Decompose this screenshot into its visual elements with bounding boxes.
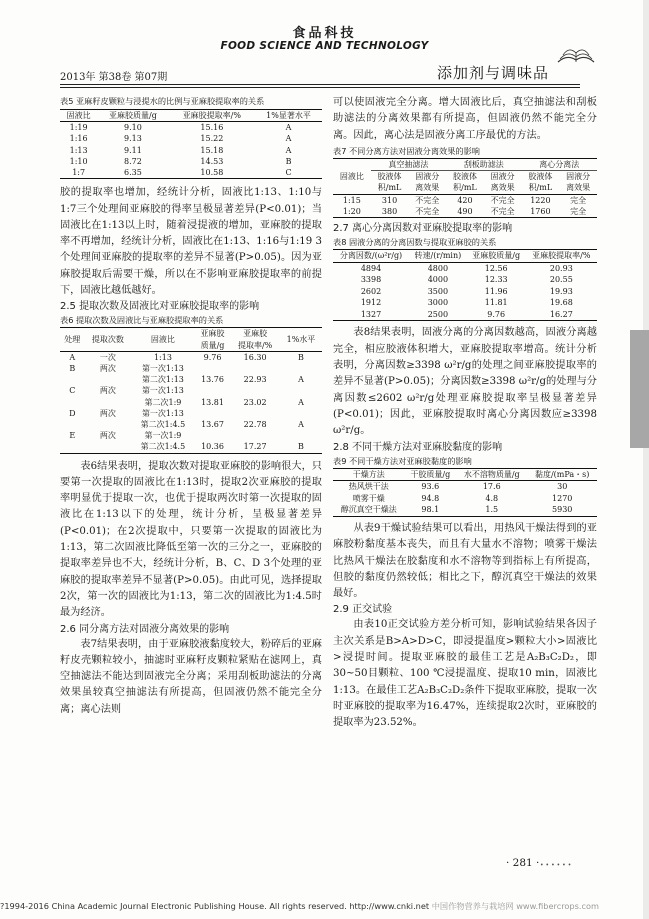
header-rule <box>60 84 580 85</box>
table-row: 1327 2500 9.76 16.27 <box>333 309 597 321</box>
table-row: E 两次 第一次1:9 <box>69 431 182 441</box>
footer-watermark: 中国作物营养与栽培网 www.fibercrops.com <box>431 901 599 911</box>
table-row: 第二次1:4.5 10.36 17.27 B <box>60 441 322 453</box>
table-row: 1:10 8.72 14.53 B <box>69 156 292 166</box>
table6-header: 质量/g <box>195 340 231 352</box>
table9-header: 黏度/(mPa・s) <box>527 468 597 481</box>
table7-subheader: 胶液体 <box>528 172 553 182</box>
table-row: 1:13 9.11 15.18 A <box>69 145 292 155</box>
table-row: 第二次1:13 13.76 22.93 A <box>141 375 304 385</box>
table5-header: 亚麻胶质量/g <box>97 110 168 122</box>
table-row: D 两次 第一次1:13 <box>69 408 184 418</box>
table6-header: 亚麻胶 <box>230 328 280 340</box>
table-row: 热风烘干法 93.6 17.6 30 <box>348 482 568 492</box>
table5 <box>60 109 322 179</box>
paragraph-fluid-ratio-result: 胶的提取率也增加，经统计分析，固液比1:13、1:10与1:7三个处理间亚麻胶的得率呈极显著差异(P<0.01)；当固液比在1:13以上时，随着浸提液的增加，亚麻胶的提取率不再增加，经统计分析，固液比在1:13、1:16与1:19 3个处理间亚麻胶的提取率的差异不显著(P>0.05)。因为亚麻胶提取后需要干燥，所以在不影响亚麻胶提取率的前提下，固液比越低越好。 <box>60 187 322 296</box>
footer-copyright: ?1994-2016 China Academic Journal Electronic Publishing House. All rights reserved. http://www.cnki.net <box>0 901 430 911</box>
paragraph-extraction-times: 表6结果表明，提取次数对提取亚麻胶的影响很大，只要第一次提取的固液比在1:13时，提取2次亚麻胶的提取率明显优于提取一次，也优于提取两次时第一次提取的固液比在1:13以下的处理，统计分析，呈极显著差异(P<0.01)；在2次提取中，只要第一次提取的固液比为1:13，第二次固液比降低至第一次的三分之一，亚麻胶的提取率差异也不大，经统计分析，B、C、D 3个处理的亚麻胶的提取率差异不显著(P>0.05)。由此可见，选择提取2次，第一次的固液比为1:13，第二次的固液比为1:4.5时最为经济。 <box>60 460 322 619</box>
table6-caption: 表6 提取次数及固液比与亚麻胶提取率的关系 <box>60 315 224 326</box>
right-column <box>333 95 597 731</box>
table-row: C 两次 第一次1:13 <box>69 386 184 396</box>
table6-header: 1%水平 <box>280 328 322 351</box>
table-row: 1:7 6.35 10.58 C <box>60 167 322 179</box>
table-row: 第二次1:9 13.81 23.02 A <box>144 397 304 407</box>
section-heading-2-5: 2.5 提取次数及固液比对亚麻胶提取率的影响 <box>60 301 260 313</box>
table7-subheader: 离效果 <box>408 182 446 194</box>
table7-subheader: 积/mL <box>446 182 484 194</box>
page-edge-strip <box>643 0 649 919</box>
journal-title-en: FOOD SCIENCE AND TECHNOLOGY <box>220 40 429 52</box>
page-number-dots: •••••• <box>540 862 574 869</box>
table8-caption: 表8 固液分离的分离因数与提取亚麻胶的关系 <box>333 236 497 247</box>
table8-header: 亚麻胶提取率/% <box>526 249 597 262</box>
table-row: B 两次 第一次1:13 <box>69 363 184 373</box>
table7-subheader: 离效果 <box>484 182 522 194</box>
table-row: 1:16 9.13 15.22 A <box>69 134 292 144</box>
table7-subheader: 固液分 <box>566 172 591 182</box>
table-row: 喷雾干燥 94.8 4.8 1270 <box>352 493 573 503</box>
table7-group-header: 离心分离法 <box>522 158 597 170</box>
table6-header: 处理 <box>60 328 85 351</box>
journal-title-cn: 食品科技 <box>292 26 357 41</box>
section-heading-2-9: 2.9 正交试验 <box>333 604 393 616</box>
table7-subheader: 离效果 <box>559 182 597 194</box>
table9-header: 干胶质量/g <box>405 468 457 481</box>
section-heading-2-8: 2.8 不同干燥方法对亚麻胶黏度的影响 <box>333 441 503 453</box>
table5-header: 固液比 <box>60 110 97 122</box>
section-heading-2-7: 2.7 离心分离因数对亚麻胶提取率的影响 <box>333 222 513 234</box>
issue-info: 2013年 第38卷 第07期 <box>60 72 168 83</box>
table7-caption: 表7 不同分离方法对固液分离效果的影响 <box>333 145 480 156</box>
table8-header: 转速/(r/min) <box>409 249 467 262</box>
table8-header: 分离因数/(ω²r/g) <box>333 249 409 262</box>
paragraph-separation-factor: 表8结果表明，固液分离的分离因数越高，固液分离越完全，相应胶液体积增大，亚麻胶提取率增高。统计分析表明，分离因数≥3398 ω²r/g的处理之间亚麻胶提取率的差异不显著(P>0.05)；分离因数≥3398 ω²r/g的处理与分离因数≤2602 ω²r/g处理亚麻胶提取率呈极显著差异(P<0.01)；因此，亚麻胶提取时离心分离因数应≥3398 ω²r/g。 <box>333 327 597 437</box>
left-column <box>60 95 322 718</box>
table7-subheader: 胶液体 <box>377 172 402 182</box>
table9-header: 水不溶物质量/g <box>456 468 527 481</box>
table9 <box>333 468 597 517</box>
table-row: 1:15 310 不完全 420 不完全 1220 完全 <box>342 195 587 205</box>
table9-header: 干燥方法 <box>333 468 405 481</box>
section-heading-2-6: 2.6 同分离方法对固液分离效果的影响 <box>60 623 230 635</box>
table5-header: 1%显著水平 <box>255 110 322 122</box>
table-row: 1:19 9.10 15.16 A <box>69 123 292 133</box>
section-title: 添加剂与调味品 <box>437 64 550 82</box>
table-row: 2602 3500 11.96 19.93 <box>360 286 573 296</box>
table6 <box>60 327 322 453</box>
header-rule-thin <box>60 87 580 88</box>
table6-header: 提取次数 <box>85 328 132 351</box>
table7-group-header: 刮板助滤法 <box>446 158 521 170</box>
table-row: 1912 3000 11.81 19.68 <box>360 298 573 308</box>
table7-group-header: 真空抽滤法 <box>371 158 446 170</box>
table5-header: 亚麻胶提取率/% <box>169 110 255 122</box>
table8 <box>333 249 597 322</box>
table6-header: 亚麻胶 <box>195 328 231 340</box>
table-row: A 一次 1:13 9.76 16.30 B <box>69 352 304 362</box>
table7-subheader: 积/mL <box>371 182 409 194</box>
table-row: 4894 4800 12.56 20.93 <box>360 263 573 273</box>
table-row: 3398 4000 12.33 20.55 <box>360 275 573 285</box>
table6-header: 固液比 <box>131 328 195 351</box>
table9-caption: 表9 不同干燥方法对亚麻胶黏度的影响 <box>333 455 472 466</box>
paragraph-separation-method: 表7结果表明，由于亚麻胶液黏度较大，粉碎后的亚麻籽皮壳颗粒较小，抽滤时亚麻籽皮颗粒紧贴在滤网上，真空抽滤法不能达到固液完全分离；采用刮板助滤法的分离效果虽较真空抽滤法有所提高，但固液仍然不能完全分离；离心法则 <box>60 638 322 715</box>
paragraph-orthogonal-test: 由表10正交试验方差分析可知，影响试验结果各因子主次关系是B>A>D>C，即浸提温度>颗粒大小>固液比>浸提时间。提取亚麻胶的最佳工艺是A₂B₃C₂D₂，即30~50目颗粒、100 ℃浸提温度、提取10 min，固液比1:13。在最佳工艺A₂B₃C₂D₂条件下提取亚麻胶，提取一次时亚麻胶的提取率为16.47%，连续提取2次时，亚麻胶的提取率为23.52%。 <box>333 619 597 729</box>
paragraph-drying-method: 从表9干燥试验结果可以看出，用热风干燥法得到的亚麻胶粉黏度基本丧失，而且有大量水不溶物；喷雾干燥法比热风干燥法在胶黏度和水不溶物等到指标上有所提高，但胶的黏度仍然较低；相比之下，醇沉真空干燥法的效果最好。 <box>333 522 597 600</box>
table8-header: 亚麻胶质量/g <box>467 249 526 262</box>
table5-caption: 表5 亚麻籽皮颗粒与浸提水的比例与亚麻胶提取率的关系 <box>60 96 265 106</box>
section-thumb-tab <box>630 330 649 448</box>
table7-header: 固液比 <box>333 158 371 194</box>
open-book-icon <box>556 40 596 68</box>
table7-subheader: 积/mL <box>522 182 560 194</box>
footer <box>0 901 649 912</box>
table6-header: 提取率/% <box>230 340 280 352</box>
table-row: 醇沉真空干燥法 98.1 1.5 5930 <box>333 504 597 516</box>
table-row: 1:20 380 不完全 490 不完全 1760 完全 <box>333 206 597 218</box>
table7-subheader: 固液分 <box>415 172 440 182</box>
table7 <box>333 158 597 218</box>
table7-subheader: 固液分 <box>490 172 515 182</box>
table7-subheader: 胶液体 <box>452 172 477 182</box>
paragraph-separation-continued: 可以使固液完全分离。增大固液比后，真空抽滤法和刮板助滤法的分离效果都有所提高，但固液仍然不能完全分离。因此，离心法是固液分离工序最优的方法。 <box>333 97 597 141</box>
page-number: · 281 · <box>506 857 540 869</box>
table-row: 第二次1:4.5 13.67 22.78 A <box>140 419 304 429</box>
